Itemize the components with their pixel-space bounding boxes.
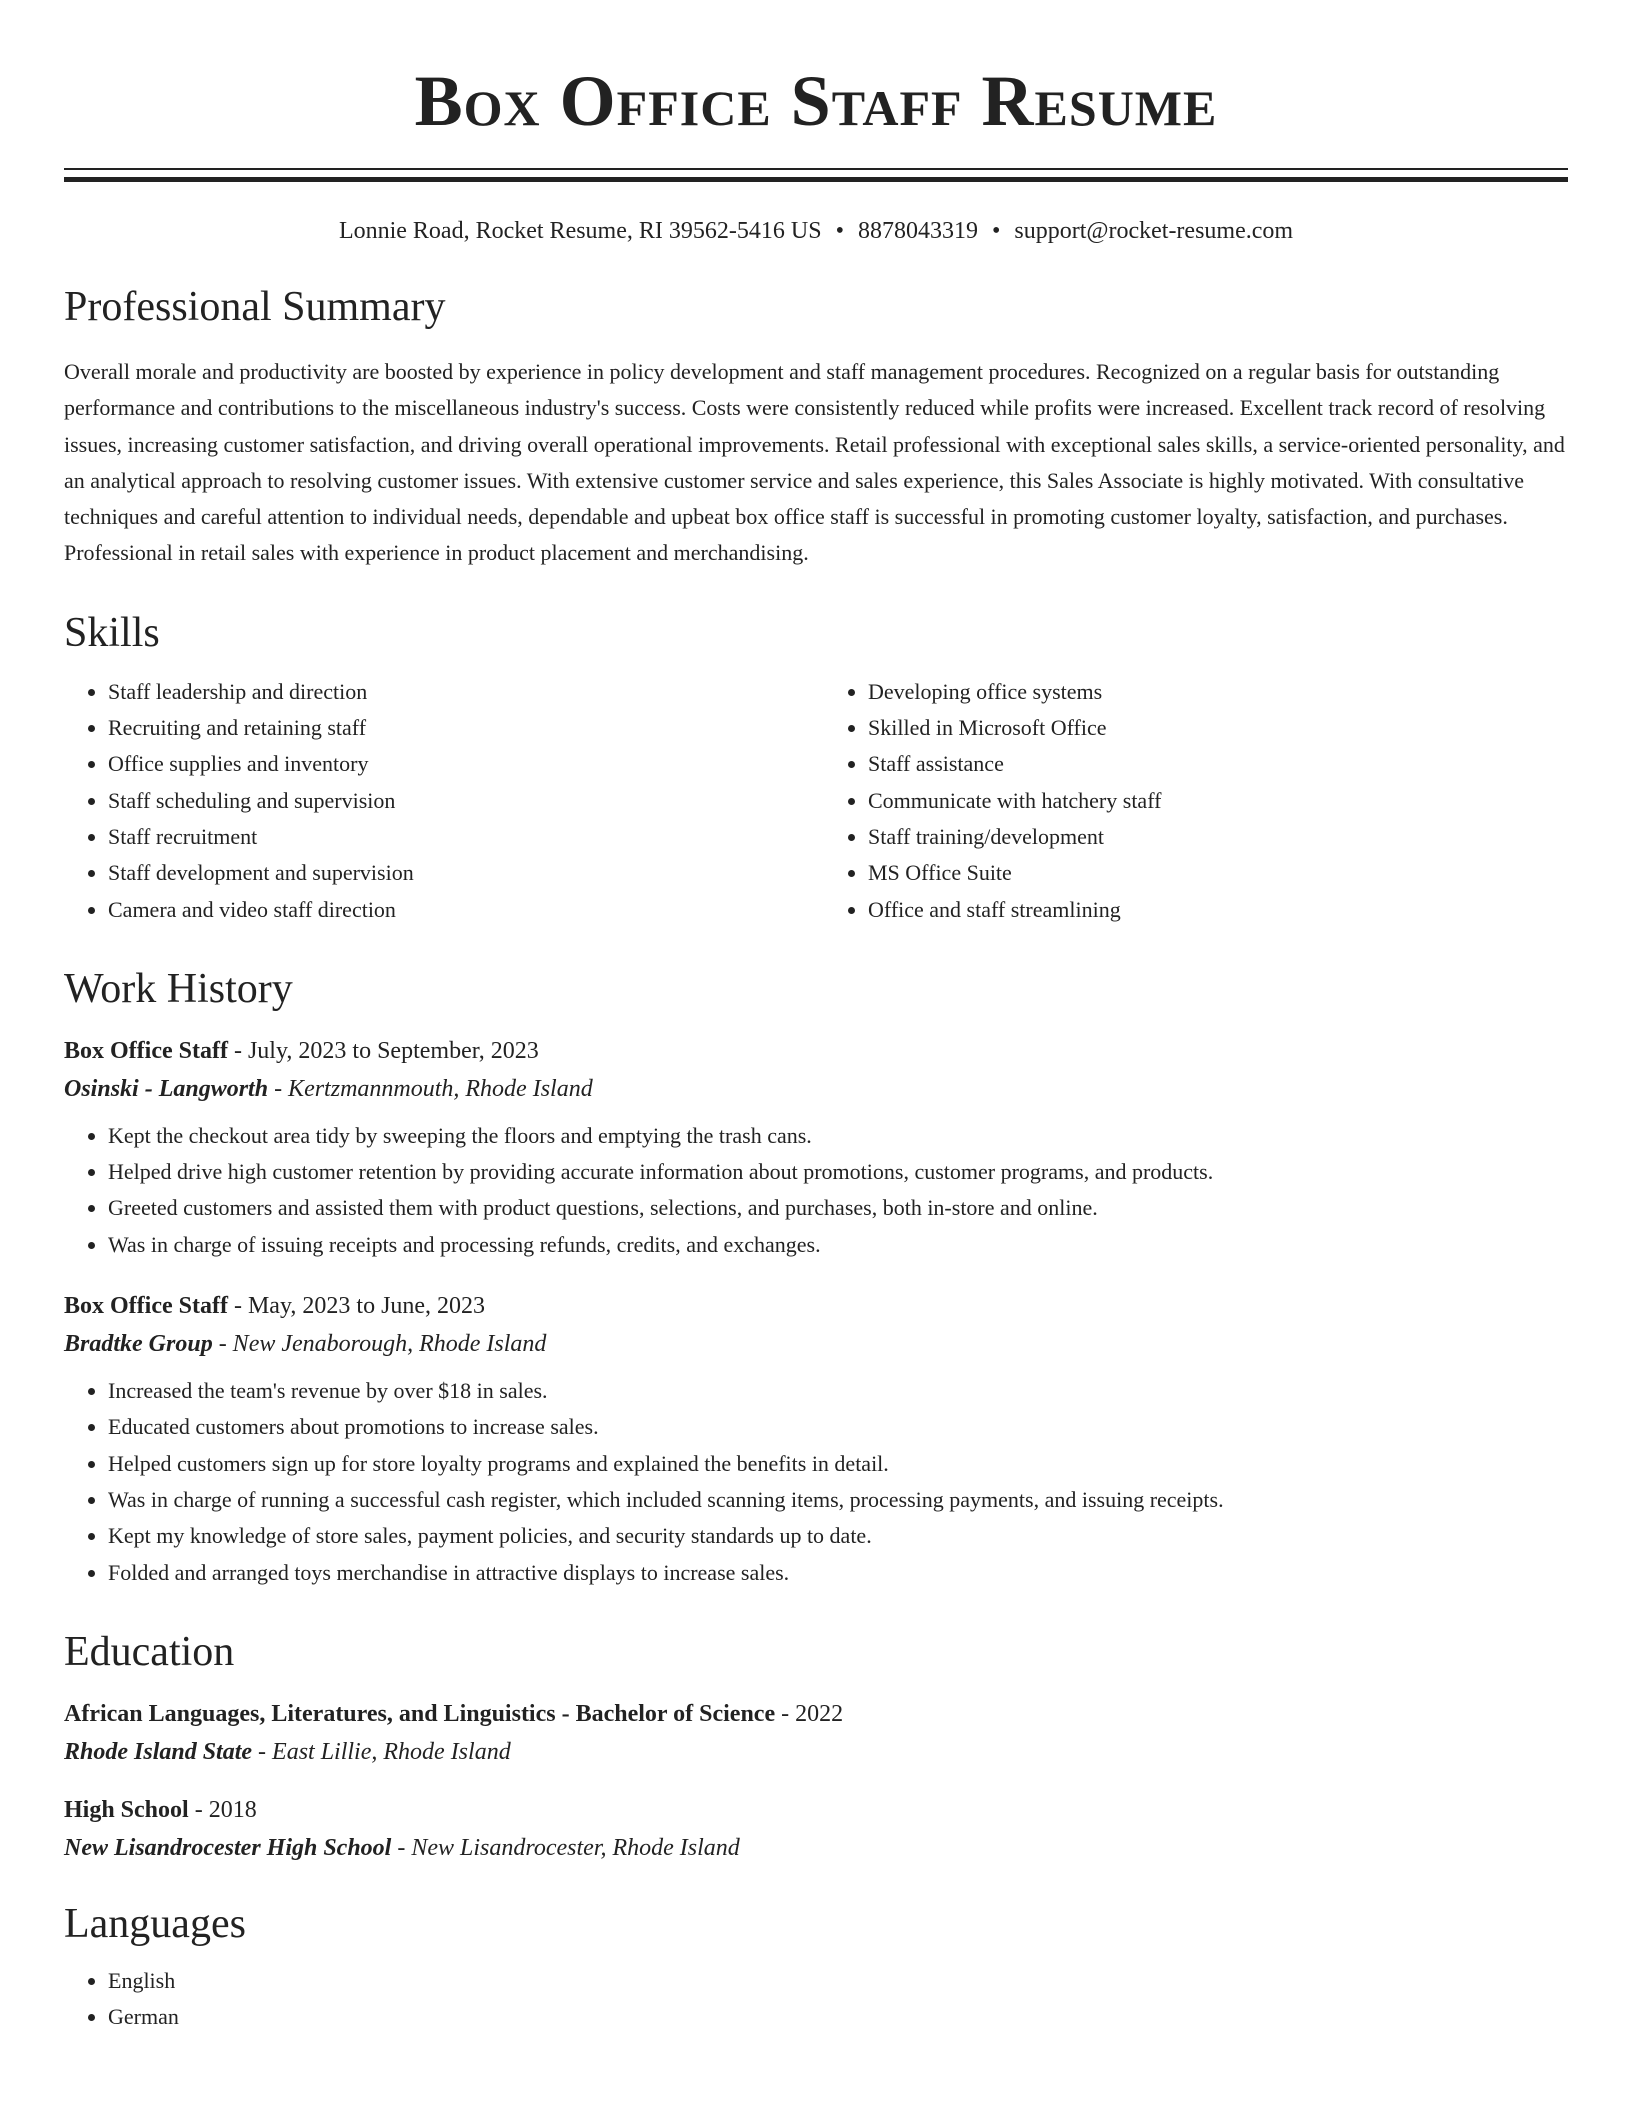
job-bullet: • Was in charge of issuing receipts and processing refunds, credits, and exchanges. (108, 1227, 1568, 1263)
job-bullet: • Greeted customers and assisted them with product questions, selections, and purchases, both in-store and online. (108, 1190, 1568, 1226)
skill-item: • Camera and video staff direction (108, 892, 808, 928)
job-bullets (64, 1373, 1568, 1591)
contact-separator: • (991, 218, 1001, 244)
job-bullet: • Helped drive high customer retention by providing accurate information about promotions, customer programs, and products. (108, 1154, 1568, 1190)
skills-list-right (808, 674, 1568, 928)
skill-item: • Developing office systems (868, 674, 1568, 710)
job-bullet: • Educated customers about promotions to increase sales. (108, 1409, 1568, 1445)
skills-heading: Skills (64, 609, 160, 656)
skills-columns (64, 674, 1568, 928)
contact-line (64, 216, 1568, 246)
work-history-heading: Work History (64, 965, 293, 1012)
education-school-line (64, 1833, 1568, 1863)
education-degree-line (64, 1699, 1568, 1729)
skill-item: • Skilled in Microsoft Office (868, 710, 1568, 746)
education-school-line (64, 1737, 1568, 1767)
education-heading: Education (64, 1628, 235, 1675)
job-bullet: • Increased the team's revenue by over $18 in sales. (108, 1373, 1568, 1409)
contact-separator: • (835, 218, 844, 244)
skill-item: • Staff leadership and direction (108, 674, 808, 710)
education-year: - 2022 (775, 1700, 844, 1727)
work-history-section (64, 964, 1568, 1591)
skill-item: • Office and staff streamlining (868, 892, 1568, 928)
language-item: • German (108, 1999, 1568, 2035)
languages-section (64, 1899, 1568, 2036)
skill-item: • Staff assistance (868, 746, 1568, 782)
languages-heading: Languages (64, 1900, 246, 1947)
education-year: - 2018 (188, 1796, 257, 1823)
education-degree-line (64, 1795, 1568, 1825)
job-bullet: • Kept the checkout area tidy by sweeping the floors and emptying the trash cans. (108, 1118, 1568, 1154)
skills-list-left (64, 674, 808, 928)
summary-text: Overall morale and productivity are boosted by experience in policy development and staff management procedures. Recognized on a regular basis for outstanding performance and contributions to the miscellaneous industry's success. Costs were consistently reduced while profits were increased. Excellent track record of resolving issues, increasing customer satisfaction, and driving overall operational improvements. Retail professional with exceptional sales skills, a service-oriented personality, and an analytical approach to resolving customer issues. With extensive customer service and sales experience, this Sales Associate is highly motivated. With consultative techniques and careful attention to individual needs, dependable and upbeat box office staff is successful in promoting customer loyalty, satisfaction, and purchases. Professional in retail sales with experience in product placement and merchandising. (64, 359, 1565, 566)
contact-phone: 8878043319 (857, 218, 978, 244)
title-divider-thin (64, 168, 1568, 170)
skill-item: • Staff training/development (868, 819, 1568, 855)
resume-title: Box Office Staff Resume (414, 61, 1218, 141)
job-company: Osinski - Langworth (64, 1075, 269, 1102)
job-title: Box Office Staff (64, 1037, 228, 1064)
skills-section (64, 608, 1568, 928)
summary-section (64, 282, 1568, 572)
language-item: • English (108, 1963, 1568, 1999)
job-bullet: • Folded and arranged toys merchandise in attractive displays to increase sales. (108, 1555, 1568, 1591)
education-school: Rhode Island State (64, 1738, 253, 1765)
job-bullet: • Kept my knowledge of store sales, payment policies, and security standards up to date. (108, 1518, 1568, 1554)
job-company: Bradtke Group (64, 1331, 213, 1358)
job-location: - Kertzmannmouth, Rhode Island (268, 1075, 593, 1102)
skill-item: • Recruiting and retaining staff (108, 710, 808, 746)
skill-item: • Staff development and supervision (108, 855, 808, 891)
job-bullet: • Helped customers sign up for store loyalty programs and explained the benefits in detail. (108, 1446, 1568, 1482)
education-degree: High School (64, 1796, 189, 1823)
education-location: - New Lisandrocester, Rhode Island (391, 1834, 740, 1861)
job-org-line (64, 1329, 1568, 1359)
education-entry (64, 1795, 1568, 1863)
job-entry (64, 1036, 1568, 1263)
languages-list (64, 1963, 1568, 2036)
job-bullet: • Was in charge of running a successful cash register, which included scanning items, processing payments, and issuing receipts. (108, 1482, 1568, 1518)
title-divider-thick (64, 177, 1568, 182)
job-title-line (64, 1036, 1568, 1066)
job-title: Box Office Staff (64, 1293, 228, 1320)
skill-item: • MS Office Suite (868, 855, 1568, 891)
job-dates: - May, 2023 to June, 2023 (227, 1293, 486, 1320)
job-entry (64, 1291, 1568, 1591)
skill-item: • Communicate with hatchery staff (868, 783, 1568, 819)
education-degree: African Languages, Literatures, and Linguistics - Bachelor of Science (64, 1700, 776, 1727)
contact-email: support@rocket-resume.com (1014, 218, 1294, 244)
skill-item: • Staff recruitment (108, 819, 808, 855)
contact-address: Lonnie Road, Rocket Resume, RI 39562-5416 US (338, 218, 822, 244)
skill-item: • Office supplies and inventory (108, 746, 808, 782)
summary-heading: Professional Summary (64, 284, 446, 330)
job-org-line (64, 1074, 1568, 1104)
education-entry (64, 1699, 1568, 1767)
job-title-line (64, 1291, 1568, 1321)
job-bullets (64, 1118, 1568, 1263)
job-dates: - July, 2023 to September, 2023 (227, 1037, 539, 1064)
education-section (64, 1627, 1568, 1863)
job-location: - New Jenaborough, Rhode Island (212, 1331, 547, 1358)
education-school: New Lisandrocester High School (64, 1834, 392, 1861)
skill-item: • Staff scheduling and supervision (108, 783, 808, 819)
education-location: - East Lillie, Rhode Island (252, 1738, 511, 1765)
